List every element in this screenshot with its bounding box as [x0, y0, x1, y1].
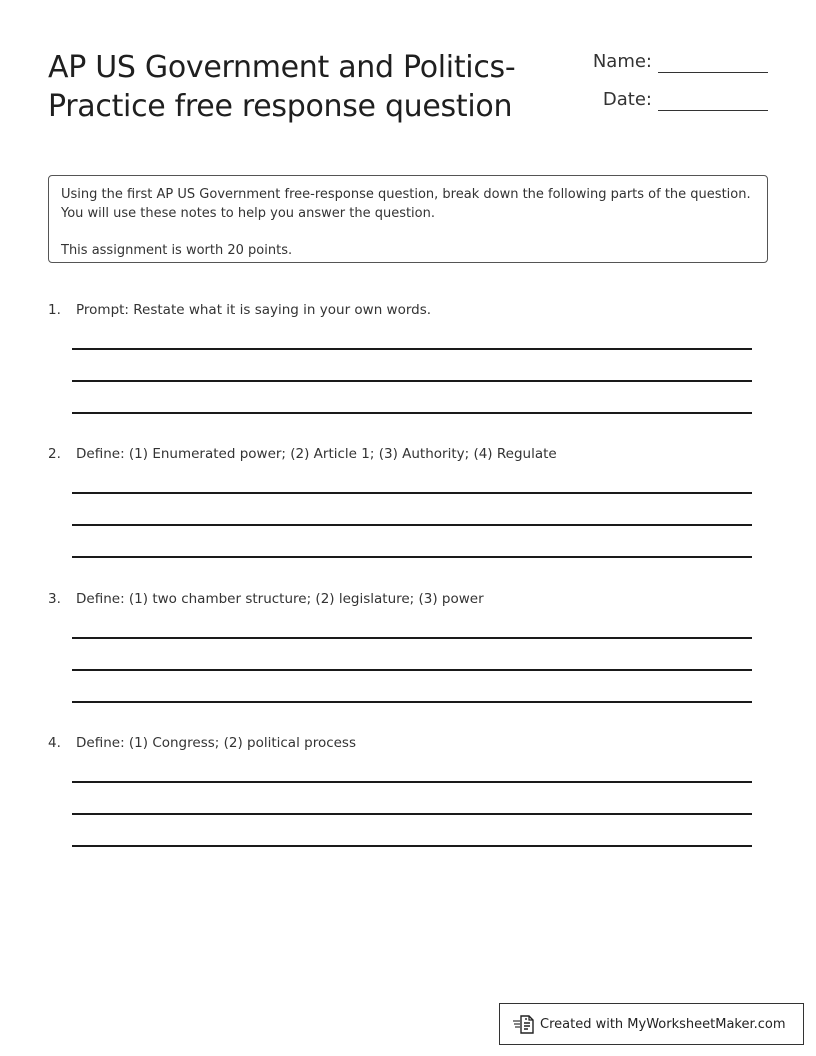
question-text: Define: (1) two chamber structure; (2) legislature; (3) power: [76, 591, 484, 607]
title-line-1: AP US Government and Politics-: [48, 50, 516, 85]
answer-line[interactable]: [72, 348, 752, 350]
question-number: 4.: [48, 735, 61, 751]
answer-line[interactable]: [72, 380, 752, 382]
question-3: [48, 590, 752, 706]
answer-line[interactable]: [72, 669, 752, 671]
name-label: Name:: [592, 51, 652, 72]
name-field[interactable]: [593, 51, 768, 73]
question-number: 1.: [48, 302, 61, 318]
worksheet-title: [48, 48, 568, 126]
answer-line[interactable]: [72, 701, 752, 703]
question-text: Define: (1) Congress; (2) political process: [76, 735, 356, 751]
answer-line[interactable]: [72, 781, 752, 783]
question-4: [48, 734, 752, 850]
instructions-box: [48, 175, 768, 263]
footer-badge: [499, 1003, 804, 1045]
question-number: 2.: [48, 446, 61, 462]
question-1: [48, 301, 752, 417]
answer-line[interactable]: [72, 637, 752, 639]
date-field[interactable]: [603, 89, 768, 111]
title-line-2: Practice free response question: [48, 89, 513, 124]
question-text: Prompt: Restate what it is saying in your own words.: [76, 302, 432, 318]
question-text: Define: (1) Enumerated power; (2) Article 1; (3) Authority; (4) Regulate: [76, 446, 557, 462]
question-number: 3.: [48, 591, 61, 607]
instructions-text: Using the first AP US Government free-response question, break down the following parts of the question. You will use these notes to help you answer the question.: [61, 187, 751, 221]
worksheet-maker-logo-icon: [512, 1012, 536, 1036]
answer-line[interactable]: [72, 412, 752, 414]
answer-line[interactable]: [72, 813, 752, 815]
date-blank-line[interactable]: [658, 110, 768, 111]
question-2: [48, 445, 752, 561]
answer-line[interactable]: [72, 845, 752, 847]
footer-text: Created with MyWorksheetMaker.com: [540, 1016, 786, 1032]
answer-line[interactable]: [72, 492, 752, 494]
answer-line[interactable]: [72, 524, 752, 526]
date-label: Date:: [602, 89, 652, 110]
points-text: This assignment is worth 20 points.: [61, 243, 293, 258]
answer-line[interactable]: [72, 556, 752, 558]
name-blank-line[interactable]: [658, 72, 768, 73]
